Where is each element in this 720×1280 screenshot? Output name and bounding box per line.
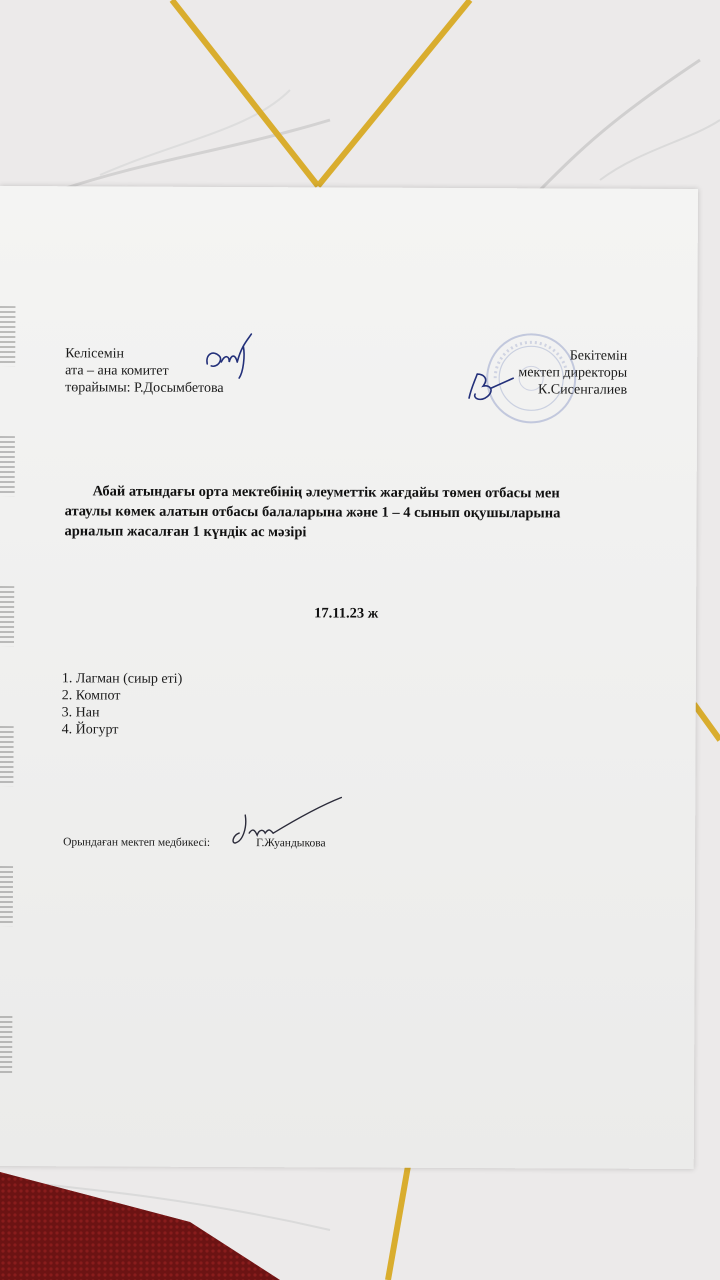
document-date: 17.11.23 ж [314,605,379,622]
right-header-line2: мектеп директоры [518,365,628,381]
menu-item: 4. Йогурт [61,722,119,738]
menu-list [62,670,183,739]
document-sheet [0,186,698,1169]
director-signature [461,368,521,408]
title-line1: Абай атындағы орта мектебінің әлеуметтік жағдайы төмен отбасы мен [92,483,560,502]
footer-name: Г.Жуандыкова [256,837,326,850]
left-header-line1: Келісемін [65,346,125,362]
footer-label: Орындаған мектеп медбикесі: [63,836,211,849]
left-header-line3: төрайымы: Р.Досымбетова [65,380,224,396]
document-title [64,481,638,543]
menu-item: 3. Нан [61,705,100,721]
menu-item: 1. Лагман (сиыр еті) [61,671,183,687]
title-line2: атаулы көмек алатын отбасы балаларына және 1 – 4 сынып оқушыларына [64,503,561,522]
right-header-line3: К.Сисенгалиев [537,382,628,398]
menu-item: 2. Компот [61,688,121,704]
binding-holes [0,296,20,1116]
nurse-signature [229,793,349,854]
right-header-line1: Бекітемін [569,348,628,364]
title-line3: арналып жасалған 1 күндік ас мәзірі [64,523,307,541]
approval-right-block [518,347,627,398]
parent-committee-signature [199,332,259,382]
left-header-line2: ата – ана комитет [65,363,169,379]
